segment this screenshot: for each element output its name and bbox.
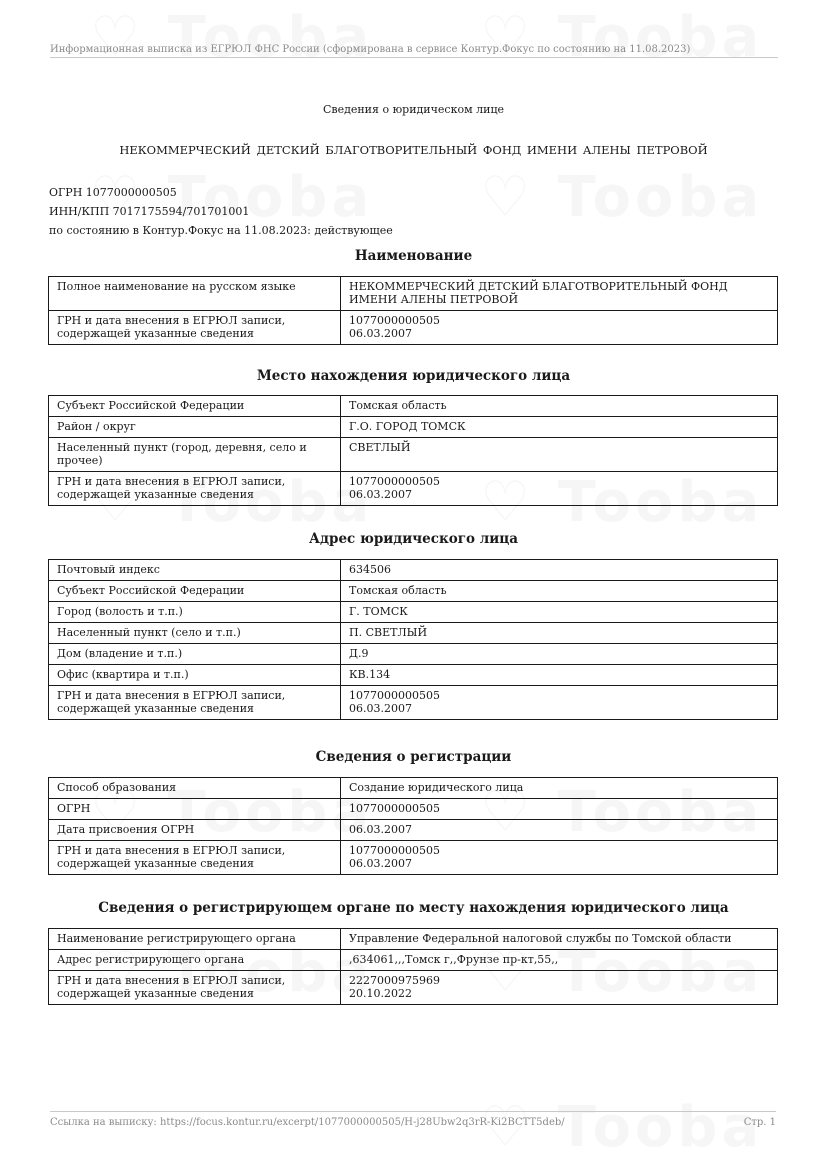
table-value: 2227000975969 20.10.2022 (341, 971, 778, 1005)
naming-table (48, 276, 778, 345)
table-row (49, 396, 778, 417)
table-row (49, 560, 778, 581)
table-key: Субъект Российской Федерации (49, 396, 341, 417)
table-key: Способ образования (49, 778, 341, 799)
watermark-text (480, 5, 763, 70)
table-row (49, 472, 778, 506)
table-value: 634506 (341, 560, 778, 581)
table-value: НЕКОММЕРЧЕСКИЙ ДЕТСКИЙ БЛАГОТВОРИТЕЛЬНЫЙ ФОНД ИМЕНИ АЛЕНЫ ПЕТРОВОЙ (341, 277, 778, 311)
table-value: Томская область (341, 581, 778, 602)
registration-meta (49, 183, 393, 240)
table-value: 1077000000505 06.03.2007 (341, 472, 778, 506)
table-value: Управление Федеральной налоговой службы по Томской области (341, 929, 778, 950)
table-row (49, 686, 778, 720)
table-value: Г. ТОМСК (341, 602, 778, 623)
table-key: Наименование регистрирующего органа (49, 929, 341, 950)
table-row (49, 602, 778, 623)
table-key: Дом (владение и т.п.) (49, 644, 341, 665)
table-row (49, 841, 778, 875)
excerpt-link[interactable]: Ссылка на выписку: https://focus.kontur.ru/excerpt/1077000000505/H-j28Ubw2q3rR-Ki2BCTT5deb/ (50, 1117, 565, 1128)
table-key: ГРН и дата внесения в ЕГРЮЛ записи, содержащей указанные сведения (49, 841, 341, 875)
table-key: Адрес регистрирующего органа (49, 950, 341, 971)
watermark-text (480, 165, 763, 230)
section-title-location: Место нахождения юридического лица (256, 368, 571, 384)
table-value: ,634061,,,Томск г,,Фрунзе пр-кт,55,, (341, 950, 778, 971)
page-footer (50, 1111, 776, 1128)
table-row (49, 799, 778, 820)
document-subtitle: Сведения о юридическом лице (322, 103, 505, 116)
table-key: Дата присвоения ОГРН (49, 820, 341, 841)
table-value: 1077000000505 06.03.2007 (341, 841, 778, 875)
table-row (49, 623, 778, 644)
table-row (49, 929, 778, 950)
section-title-address: Адрес юридического лица (309, 531, 518, 547)
table-value: 1077000000505 06.03.2007 (341, 686, 778, 720)
table-value: Создание юридического лица (341, 778, 778, 799)
table-row (49, 950, 778, 971)
table-row (49, 665, 778, 686)
section-title-registration: Сведения о регистрации (315, 749, 512, 765)
watermark (480, 5, 763, 70)
watermark-text (90, 5, 373, 70)
table-row (49, 417, 778, 438)
watermark (90, 5, 373, 70)
authority-table (48, 928, 778, 1005)
page-number: Стр. 1 (743, 1117, 776, 1128)
table-value: Д.9 (341, 644, 778, 665)
table-row (49, 438, 778, 472)
table-key: ГРН и дата внесения в ЕГРЮЛ записи, содержащей указанные сведения (49, 472, 341, 506)
table-row (49, 311, 778, 345)
page-header: Информационная выписка из ЕГРЮЛ ФНС России (сформирована в сервисе Контур.Фокус по состоянию на 11.08.2023) (50, 44, 778, 58)
table-row (49, 971, 778, 1005)
table-key: Район / округ (49, 417, 341, 438)
table-key: Город (волость и т.п.) (49, 602, 341, 623)
organization-name: НЕКОММЕРЧЕСКИЙ ДЕТСКИЙ БЛАГОТВОРИТЕЛЬНЫЙ ФОНД ИМЕНИ АЛЕНЫ ПЕТРОВОЙ (119, 143, 708, 157)
table-row (49, 277, 778, 311)
table-key: ГРН и дата внесения в ЕГРЮЛ записи, содержащей указанные сведения (49, 686, 341, 720)
location-table (48, 395, 778, 506)
table-key: ГРН и дата внесения в ЕГРЮЛ записи, содержащей указанные сведения (49, 311, 341, 345)
table-key: ГРН и дата внесения в ЕГРЮЛ записи, содержащей указанные сведения (49, 971, 341, 1005)
table-value: 06.03.2007 (341, 820, 778, 841)
table-key: Офис (квартира и т.п.) (49, 665, 341, 686)
table-row (49, 778, 778, 799)
table-value: 1077000000505 06.03.2007 (341, 311, 778, 345)
table-row (49, 581, 778, 602)
table-key: Полное наименование на русском языке (49, 277, 341, 311)
address-table (48, 559, 778, 720)
table-row (49, 820, 778, 841)
table-value: Томская область (341, 396, 778, 417)
table-value: 1077000000505 (341, 799, 778, 820)
table-value: П. СВЕТЛЫЙ (341, 623, 778, 644)
table-row (49, 644, 778, 665)
section-title-authority: Сведения о регистрирующем органе по месту нахождения юридического лица (98, 900, 729, 916)
status-line: по состоянию в Контур.Фокус на 11.08.2023: действующее (49, 224, 393, 237)
table-value: КВ.134 (341, 665, 778, 686)
table-value: Г.О. ГОРОД ТОМСК (341, 417, 778, 438)
registration-table (48, 777, 778, 875)
inn-kpp-line: ИНН/КПП 7017175594/701701001 (49, 205, 250, 218)
watermark (480, 165, 763, 230)
table-key: Населенный пункт (город, деревня, село и прочее) (49, 438, 341, 472)
section-title-naming: Наименование (354, 248, 473, 264)
table-key: ОГРН (49, 799, 341, 820)
table-key: Населенный пункт (село и т.п.) (49, 623, 341, 644)
table-key: Субъект Российской Федерации (49, 581, 341, 602)
ogrn-line: ОГРН 1077000000505 (49, 186, 177, 199)
table-key: Почтовый индекс (49, 560, 341, 581)
table-value: СВЕТЛЫЙ (341, 438, 778, 472)
